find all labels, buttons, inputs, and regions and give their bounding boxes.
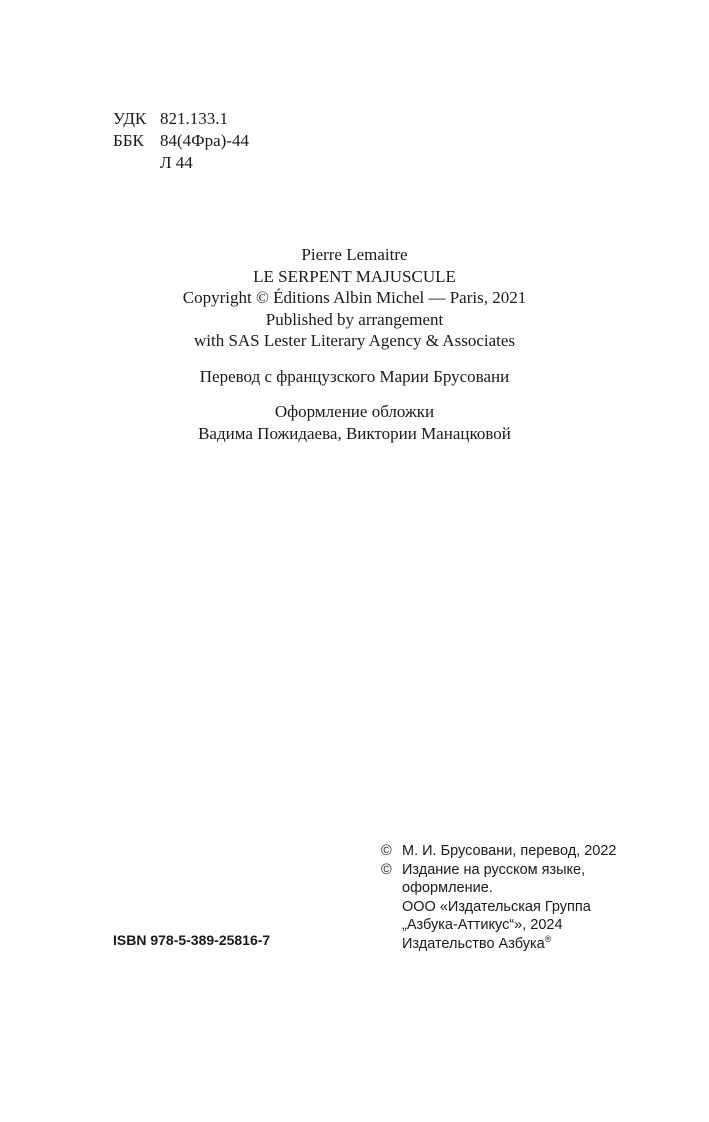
- rights-edition-line: Издание на русском языке,: [402, 861, 586, 878]
- rights-entry-translation: [381, 842, 616, 861]
- bbk-row: [113, 130, 249, 152]
- rights-edition-line: оформление.: [402, 880, 493, 896]
- classification-block: [113, 108, 249, 174]
- translator-line: Перевод с французского Марии Брусовани: [199, 367, 510, 386]
- registered-mark: ®: [544, 933, 552, 944]
- rights-block: [381, 842, 616, 953]
- udk-row: [113, 108, 249, 130]
- rights-edition-line: ООО «Издательская Группа: [402, 898, 591, 915]
- bbk-label: ББК: [113, 131, 144, 150]
- cover-design-credit: [0, 401, 709, 444]
- arrangement-line: Published by arrangement: [265, 309, 444, 329]
- rights-publisher-line: [402, 935, 591, 954]
- rights-edition-line: „Азбука-Аттикус“», 2024: [402, 917, 563, 933]
- isbn: ISBN 978-5-389-25816-7: [113, 932, 271, 948]
- agency-line: with SAS Lester Literary Agency & Associates: [193, 331, 516, 350]
- udk-value: 821.133.1: [160, 109, 228, 128]
- cover-designers: Вадима Пожидаева, Виктории Манацковой: [198, 423, 511, 443]
- udk-label: УДК: [113, 109, 147, 128]
- copyright-symbol: ©: [381, 861, 392, 878]
- copyright-line: Copyright © Éditions Albin Michel — Paris, 2021: [182, 288, 527, 307]
- rights-entry-edition: [381, 861, 616, 954]
- cover-design-heading: Оформление обложки: [274, 402, 435, 421]
- rights-translation-text: М. И. Брусовани, перевод, 2022: [402, 843, 617, 859]
- original-credits: [0, 244, 709, 352]
- author-mark-row: [113, 152, 249, 174]
- copyright-symbol: ©: [381, 843, 392, 859]
- publisher-name: Издательство Азбука: [402, 935, 545, 952]
- original-title: LE SERPENT MAJUSCULE: [253, 266, 456, 286]
- bbk-value: 84(4Фра)-44: [160, 131, 249, 150]
- translation-credit: [0, 366, 709, 388]
- original-author: Pierre Lemaitre: [301, 245, 408, 264]
- author-mark: Л 44: [160, 153, 193, 172]
